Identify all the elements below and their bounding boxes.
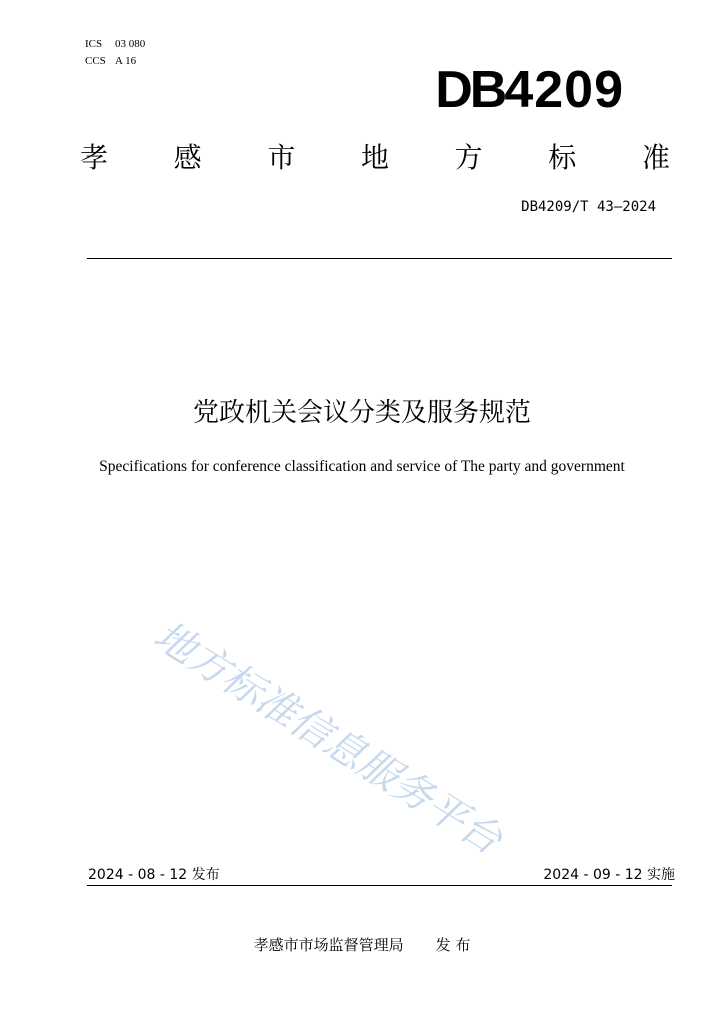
logo-number: 4209 (504, 61, 624, 119)
db-logo (435, 60, 624, 120)
classification-codes (85, 36, 145, 70)
standard-number: DB4209/T 43—2024 (521, 199, 656, 215)
document-title: 党政机关会议分类及服务规范 (192, 398, 531, 428)
ics-label: ICS (85, 38, 103, 50)
org-char: 市 (267, 141, 296, 174)
publisher-name: 孝感市市场监督管理局 (253, 936, 404, 954)
ics-value: 03 080 (115, 38, 146, 50)
publisher-line (0, 934, 724, 955)
org-char: 孝 (80, 141, 109, 174)
org-char: 感 (173, 141, 202, 174)
watermark: 地方标准信息服务平台 (145, 612, 510, 864)
issue-date: 2024 - 08 - 12 发布 (88, 867, 220, 883)
org-char: 方 (454, 141, 483, 174)
ccs-line (85, 53, 145, 70)
org-char: 准 (641, 141, 670, 174)
ics-line (85, 36, 145, 53)
bottom-divider (87, 885, 672, 886)
organization-name (80, 138, 670, 178)
ccs-value: A 16 (115, 55, 137, 67)
org-char: 地 (360, 141, 389, 174)
org-char: 标 (548, 141, 577, 174)
effective-date: 2024 - 09 - 12 实施 (543, 867, 675, 883)
logo-db: DB (435, 61, 505, 119)
english-title: Specifications for conference classification and service of The party and government (99, 458, 625, 475)
top-divider (87, 258, 672, 259)
ccs-label: CCS (85, 55, 106, 67)
publish-word: 发 布 (435, 936, 471, 954)
